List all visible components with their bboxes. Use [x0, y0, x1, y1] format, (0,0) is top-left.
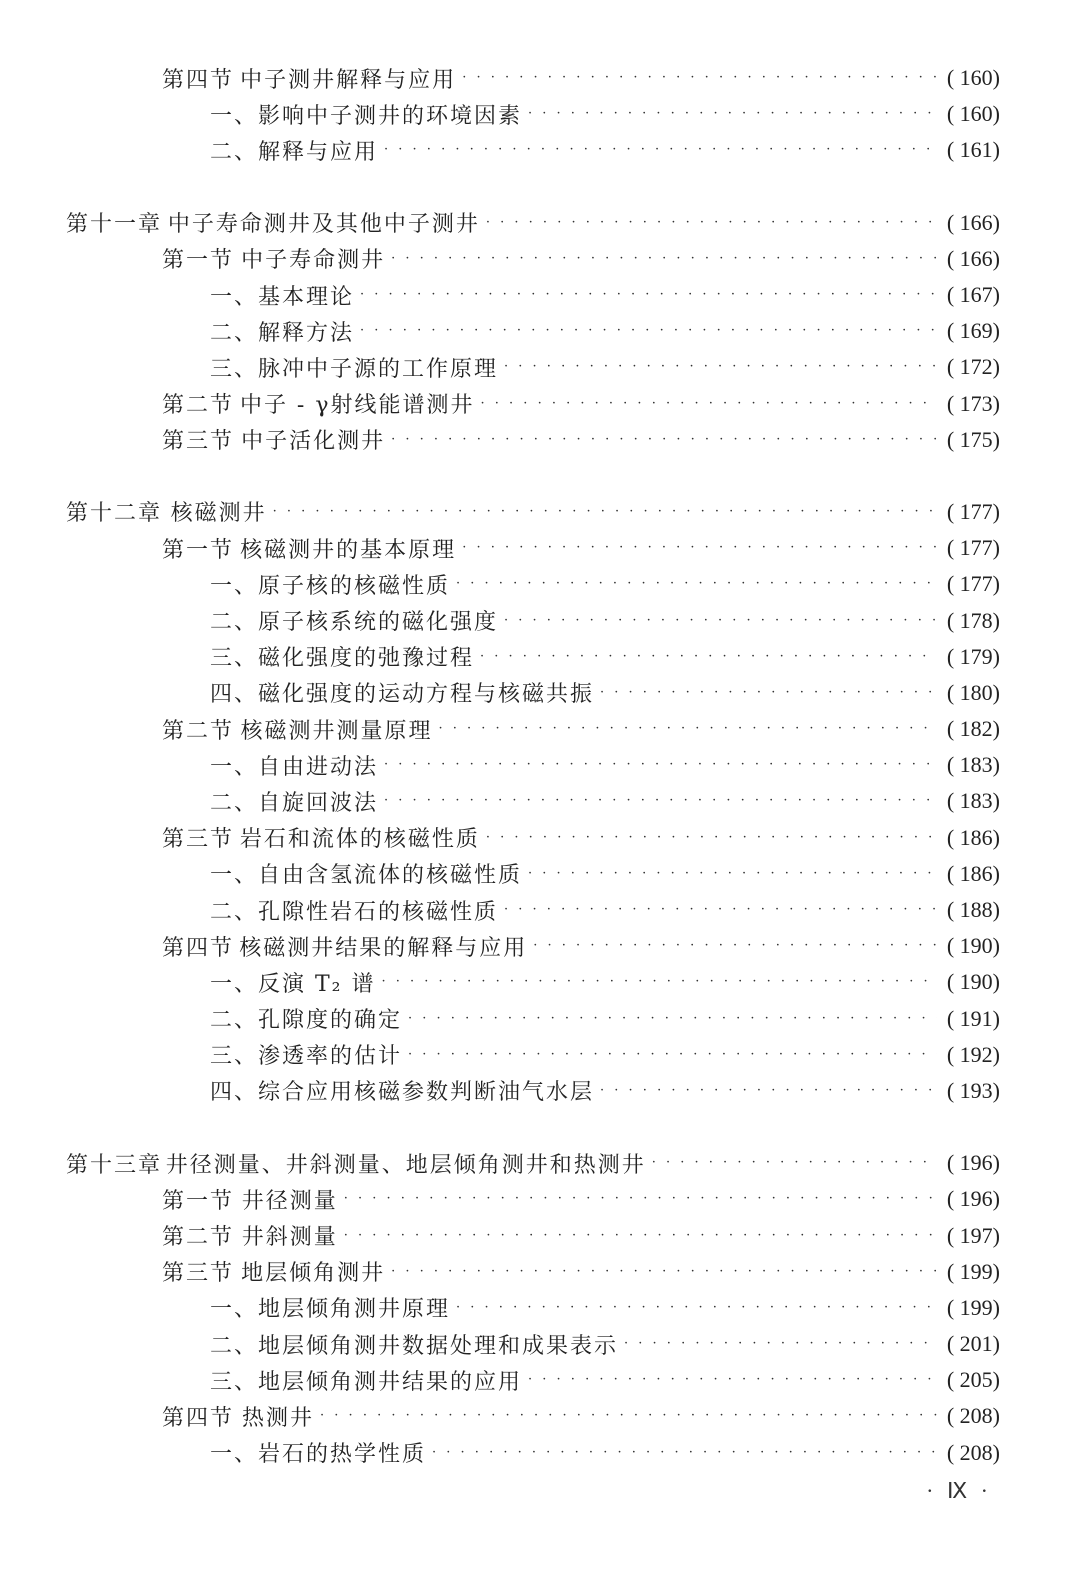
- dot-leader: [486, 212, 937, 234]
- entry-title: 井径测量、井斜测量、地层倾角测井和热测井: [165, 1152, 646, 1178]
- entry-title: 一、岩石的热学性质: [210, 1442, 427, 1468]
- entry-page-number: ( 208): [946, 1439, 1000, 1465]
- entry-title: 三、脉冲中子源的工作原理: [210, 356, 499, 382]
- entry-number: 第一节: [162, 248, 235, 274]
- subsection-entry[interactable]: [0, 856, 1080, 892]
- entry-number: 第十一章: [66, 212, 163, 238]
- subsection-entry[interactable]: [0, 639, 1080, 675]
- dot-leader: [384, 754, 937, 776]
- section-entry[interactable]: [0, 530, 1080, 566]
- entry-number: 第三节: [162, 827, 235, 853]
- entry-title: 一、反演 T₂ 谱: [210, 971, 376, 997]
- entry-number: 第十二章: [66, 501, 163, 527]
- section-entry[interactable]: [0, 241, 1080, 277]
- entry-page-number: ( 177): [946, 535, 1000, 561]
- entry-title: 二、自旋回波法: [210, 790, 379, 816]
- entry-title: 热测井: [242, 1405, 315, 1431]
- dot-leader: [439, 718, 937, 740]
- entry-page-number: ( 183): [946, 752, 1000, 778]
- dot-leader: [456, 573, 937, 595]
- entry-page-number: ( 193): [946, 1077, 1000, 1103]
- entry-number: 第三节: [162, 429, 235, 455]
- dot-leader: [504, 610, 937, 632]
- entry-page-number: ( 177): [946, 571, 1000, 597]
- entry-title: 一、自由含氢流体的核磁性质: [210, 863, 523, 889]
- entry-page-number: ( 166): [946, 209, 1000, 235]
- entry-page-number: ( 190): [946, 969, 1000, 995]
- dot-leader: [462, 67, 937, 89]
- entry-number: 第三节: [162, 1261, 235, 1287]
- dot-leader: [504, 899, 937, 921]
- section-entry[interactable]: [0, 60, 1080, 96]
- entry-title: 中子 - γ射线能谱测井: [239, 393, 475, 419]
- entry-page-number: ( 186): [946, 860, 1000, 886]
- chapter-entry[interactable]: [0, 1145, 1080, 1181]
- entry-title: 四、磁化强度的运动方程与核磁共振: [210, 682, 595, 708]
- subsection-entry[interactable]: [0, 96, 1080, 132]
- entry-page-number: ( 182): [946, 716, 1000, 742]
- dot-leader: [481, 393, 937, 415]
- dot-leader: [533, 935, 937, 957]
- entry-page-number: ( 199): [946, 1258, 1000, 1284]
- entry-title: 二、原子核系统的磁化强度: [210, 610, 499, 636]
- section-entry[interactable]: [0, 928, 1080, 964]
- entry-title: 中子寿命测井: [241, 248, 386, 274]
- entry-page-number: ( 196): [946, 1186, 1000, 1212]
- dot-leader: [432, 1442, 937, 1464]
- toc-group: [0, 494, 1080, 1109]
- entry-number: 第一节: [162, 537, 235, 563]
- entry-page-number: ( 167): [946, 282, 1000, 308]
- subsection-entry[interactable]: [0, 1001, 1080, 1037]
- entry-number: 第十三章: [66, 1152, 163, 1178]
- entry-page-number: ( 191): [946, 1005, 1000, 1031]
- page-number-footer: · Ⅸ ·: [926, 1478, 992, 1503]
- entry-number: 第四节: [162, 1405, 235, 1431]
- dot-leader: [480, 646, 937, 668]
- table-of-contents: [0, 60, 1080, 1507]
- entry-page-number: ( 201): [946, 1331, 1000, 1357]
- section-entry[interactable]: [0, 1181, 1080, 1217]
- dot-leader: [408, 1008, 937, 1030]
- entry-title: 一、原子核的核磁性质: [210, 573, 451, 599]
- dot-leader: [391, 1261, 937, 1283]
- subsection-entry[interactable]: [0, 675, 1080, 711]
- dot-leader: [456, 1297, 937, 1319]
- entry-title: 核磁测井的基本原理: [240, 537, 457, 563]
- dot-leader: [652, 1152, 937, 1174]
- dot-leader: [528, 863, 937, 885]
- entry-title: 岩石和流体的核磁性质: [239, 827, 480, 853]
- entry-page-number: ( 199): [946, 1294, 1000, 1320]
- subsection-entry[interactable]: [0, 566, 1080, 602]
- entry-title: 二、解释与应用: [210, 139, 379, 165]
- entry-page-number: ( 179): [946, 643, 1000, 669]
- toc-group: [0, 60, 1080, 169]
- entry-page-number: ( 180): [946, 679, 1000, 705]
- toc-group: [0, 205, 1080, 458]
- entry-page-number: ( 172): [946, 354, 1000, 380]
- entry-title: 一、基本理论: [210, 284, 355, 310]
- entry-title: 二、解释方法: [210, 320, 355, 346]
- entry-title: 三、磁化强度的弛豫过程: [210, 646, 475, 672]
- section-entry[interactable]: [0, 820, 1080, 856]
- subsection-entry[interactable]: [0, 602, 1080, 638]
- section-entry[interactable]: [0, 386, 1080, 422]
- entry-page-number: ( 186): [946, 824, 1000, 850]
- dot-leader: [486, 827, 937, 849]
- entry-page-number: ( 192): [946, 1041, 1000, 1067]
- subsection-entry[interactable]: [0, 349, 1080, 385]
- dot-leader: [360, 284, 937, 306]
- dot-leader: [344, 1188, 937, 1210]
- entry-title: 井斜测量: [241, 1225, 338, 1251]
- section-entry[interactable]: [0, 1398, 1080, 1434]
- entry-title: 三、渗透率的估计: [210, 1044, 403, 1070]
- entry-page-number: ( 160): [946, 101, 1000, 127]
- entry-page-number: ( 208): [946, 1403, 1000, 1429]
- dot-leader: [391, 429, 937, 451]
- subsection-entry[interactable]: [0, 277, 1080, 313]
- dot-leader: [462, 537, 937, 559]
- dot-leader: [384, 139, 937, 161]
- dot-leader: [600, 1080, 937, 1102]
- toc-group: [0, 1145, 1080, 1471]
- dot-leader: [360, 320, 937, 342]
- entry-title: 中子寿命测井及其他中子测井: [167, 212, 480, 238]
- entry-title: 地层倾角测井: [241, 1261, 386, 1287]
- dot-leader: [624, 1333, 937, 1355]
- entry-title: 四、综合应用核磁参数判断油气水层: [210, 1080, 595, 1106]
- subsection-entry[interactable]: [0, 964, 1080, 1000]
- dot-leader: [320, 1405, 937, 1427]
- subsection-entry[interactable]: [0, 1362, 1080, 1398]
- dot-leader: [408, 1044, 937, 1066]
- entry-page-number: ( 166): [946, 245, 1000, 271]
- dot-leader: [344, 1225, 937, 1247]
- entry-title: 一、自由进动法: [210, 754, 379, 780]
- entry-title: 二、孔隙性岩石的核磁性质: [210, 899, 499, 925]
- subsection-entry[interactable]: [0, 313, 1080, 349]
- entry-title: 一、地层倾角测井原理: [210, 1297, 451, 1323]
- entry-page-number: ( 161): [946, 137, 1000, 163]
- entry-title: 核磁测井测量原理: [240, 718, 433, 744]
- entry-page-number: ( 188): [946, 897, 1000, 923]
- section-entry[interactable]: [0, 422, 1080, 458]
- entry-number: 第四节: [162, 67, 235, 93]
- entry-page-number: ( 205): [946, 1367, 1000, 1393]
- entry-title: 井径测量: [241, 1188, 338, 1214]
- subsection-entry[interactable]: [0, 1290, 1080, 1326]
- subsection-entry[interactable]: [0, 783, 1080, 819]
- dot-leader: [384, 790, 937, 812]
- subsection-entry[interactable]: [0, 1326, 1080, 1362]
- entry-page-number: ( 175): [946, 426, 1000, 452]
- section-entry[interactable]: [0, 711, 1080, 747]
- dot-leader: [528, 1369, 937, 1391]
- chapter-entry[interactable]: [0, 205, 1080, 241]
- entry-title: 一、影响中子测井的环境因素: [210, 103, 523, 129]
- dot-leader: [528, 103, 937, 125]
- entry-title: 二、地层倾角测井数据处理和成果表示: [210, 1333, 619, 1359]
- entry-page-number: ( 173): [946, 390, 1000, 416]
- subsection-entry[interactable]: [0, 892, 1080, 928]
- entry-page-number: ( 169): [946, 318, 1000, 344]
- entry-title: 二、孔隙度的确定: [210, 1008, 403, 1034]
- dot-leader: [381, 971, 936, 993]
- entry-title: 核磁测井: [170, 501, 267, 527]
- entry-number: 第二节: [162, 718, 235, 744]
- entry-title: 中子测井解释与应用: [240, 67, 457, 93]
- subsection-entry[interactable]: [0, 132, 1080, 168]
- subsection-entry[interactable]: [0, 1037, 1080, 1073]
- entry-number: 第二节: [162, 1225, 235, 1251]
- entry-number: 第四节: [162, 935, 235, 961]
- entry-page-number: ( 177): [946, 498, 1000, 524]
- entry-page-number: ( 178): [946, 607, 1000, 633]
- entry-number: 第二节: [162, 393, 235, 419]
- dot-leader: [273, 501, 937, 523]
- entry-title: 核磁测井结果的解释与应用: [239, 935, 528, 961]
- dot-leader: [391, 248, 937, 270]
- section-entry[interactable]: [0, 1254, 1080, 1290]
- dot-leader: [600, 682, 937, 704]
- entry-page-number: ( 197): [946, 1222, 1000, 1248]
- entry-number: 第一节: [162, 1188, 235, 1214]
- entry-page-number: ( 183): [946, 788, 1000, 814]
- entry-page-number: ( 160): [946, 65, 1000, 91]
- chapter-entry[interactable]: [0, 494, 1080, 530]
- dot-leader: [504, 356, 937, 378]
- entry-title: 中子活化测井: [241, 429, 386, 455]
- entry-title: 三、地层倾角测井结果的应用: [210, 1369, 523, 1395]
- subsection-entry[interactable]: [0, 747, 1080, 783]
- entry-page-number: ( 190): [946, 933, 1000, 959]
- entry-page-number: ( 196): [946, 1150, 1000, 1176]
- section-entry[interactable]: [0, 1217, 1080, 1253]
- subsection-entry[interactable]: [0, 1073, 1080, 1109]
- subsection-entry[interactable]: [0, 1435, 1080, 1471]
